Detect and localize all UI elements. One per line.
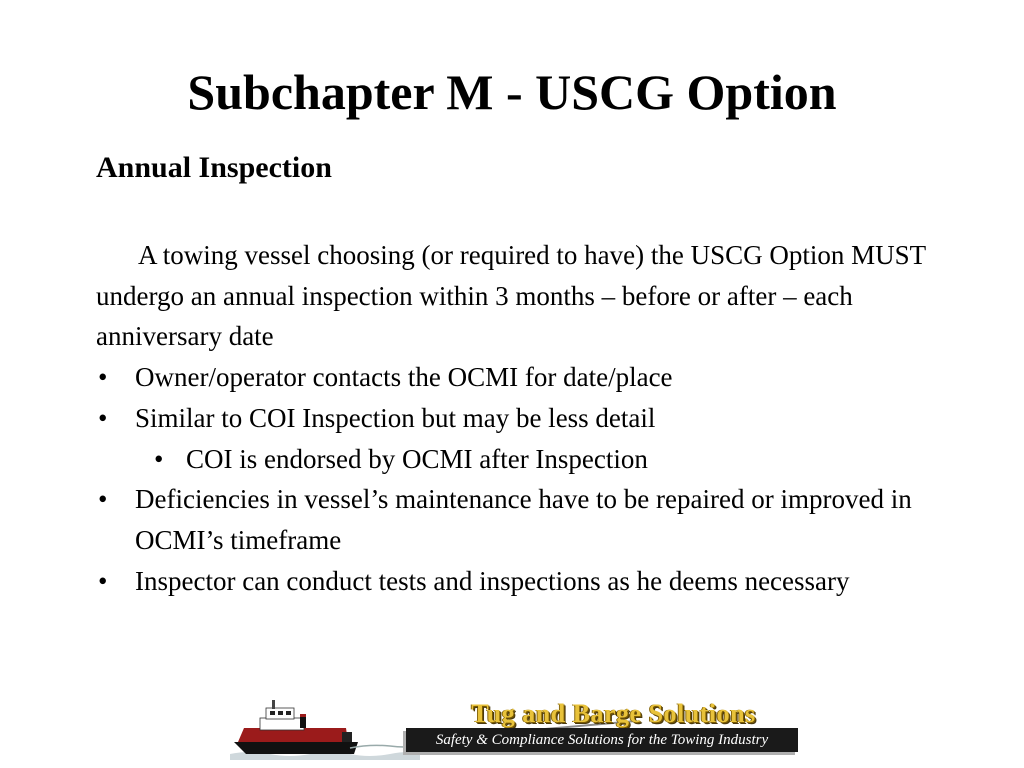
intro-paragraph: A towing vessel choosing (or required to have) the USCG Option MUST undergo an annual inspection within 3 months – before or after – each anniversary date — [96, 240, 926, 352]
bullet-item — [96, 357, 926, 398]
bullet-text: Deficiencies in vessel’s maintenance have to be repaired or improved in OCMI’s timeframe — [135, 484, 912, 555]
bullet-glyph: • — [98, 565, 108, 596]
bullet-list — [96, 357, 926, 601]
slide-body — [96, 235, 926, 601]
bullet-glyph: • — [98, 402, 108, 433]
brand-tagline: Safety & Compliance Solutions for the Towing Industry — [435, 732, 769, 748]
bullet-item — [96, 479, 926, 560]
slide-title: Subchapter M - USCG Option — [187, 64, 837, 120]
tugboat-icon — [230, 698, 420, 760]
bullet-text: Similar to COI Inspection but may be less detail — [135, 402, 656, 433]
bullet-text: COI is endorsed by OCMI after Inspection — [186, 443, 648, 474]
tagline-bar — [406, 728, 798, 752]
bullet-glyph: • — [154, 443, 164, 474]
bullet-item — [96, 561, 926, 602]
section-subheading: Annual Inspection — [96, 151, 332, 184]
bullet-text: Owner/operator contacts the OCMI for date/place — [135, 362, 673, 393]
brand-name: Tug and Barge Solutions — [471, 699, 756, 728]
bullet-item — [96, 398, 926, 439]
sub-bullet-item — [96, 439, 926, 480]
bullet-glyph: • — [98, 362, 108, 393]
bullet-text: Inspector can conduct tests and inspections as he deems necessary — [135, 565, 850, 596]
bullet-glyph: • — [98, 484, 108, 515]
footer-logo — [230, 698, 800, 760]
